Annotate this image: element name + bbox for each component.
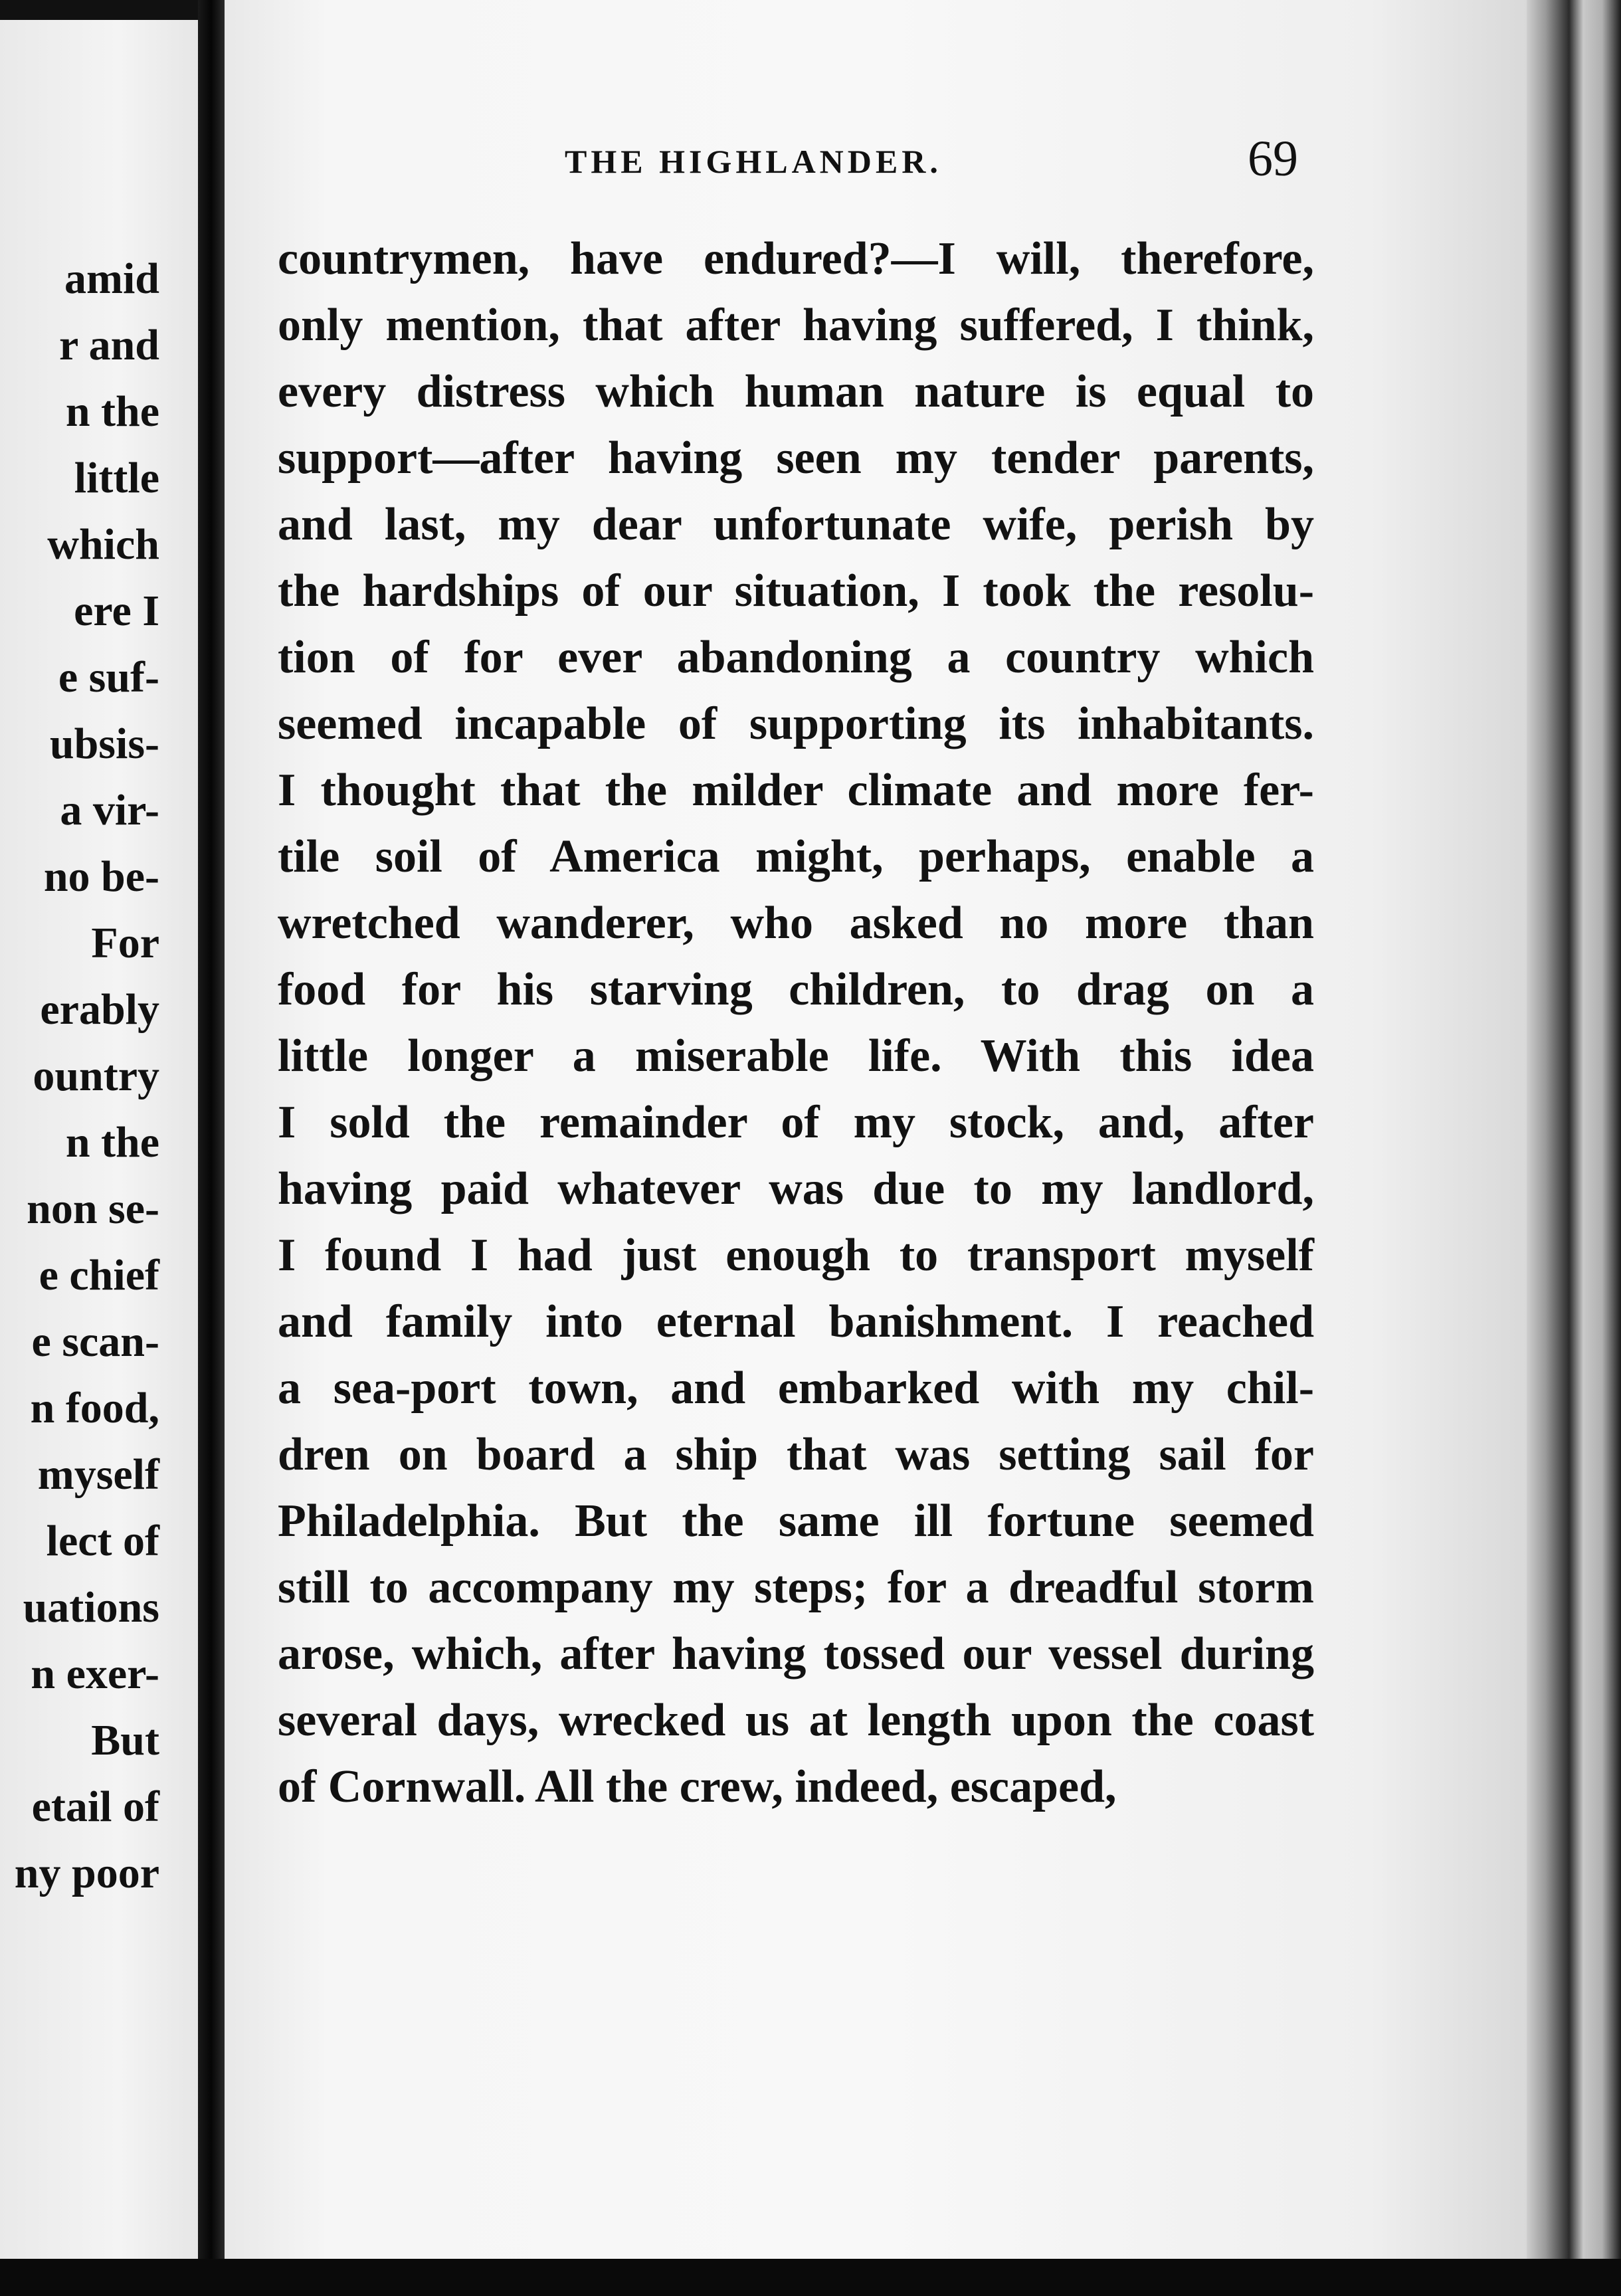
text-line: of Cornwall. All the crew, indeed, escaped, — [278, 1761, 1117, 1812]
left-page-line: no be- — [43, 852, 159, 901]
left-page-line: n exer- — [31, 1650, 159, 1698]
scan-bottom-edge — [0, 2259, 1621, 2296]
text-line: I thought that the milder climate and more fer- — [278, 765, 1314, 816]
left-page-line: lect of — [46, 1517, 159, 1565]
page-number: 69 — [1248, 131, 1298, 187]
text-line: I sold the remainder of my stock, and, after — [278, 1097, 1314, 1148]
left-page-line: ere I — [74, 587, 159, 635]
text-line: and last, my dear unfortunate wife, perish by — [278, 499, 1314, 550]
main-page — [225, 0, 1527, 2259]
text-line: only mention, that after having suffered, I think, — [278, 300, 1314, 351]
text-line: I found I had just enough to transport myself — [278, 1230, 1314, 1281]
text-line: a sea-port town, and embarked with my chil- — [278, 1363, 1314, 1414]
book-gutter — [198, 0, 225, 2296]
left-page-line: n the — [65, 1118, 159, 1167]
left-page-line: n food, — [30, 1384, 159, 1432]
left-page-line: little — [74, 454, 159, 502]
text-line: seemed incapable of supporting its inhabitants. — [278, 698, 1314, 749]
body-text — [278, 226, 1314, 1820]
text-line: little longer a miserable life. With this idea — [278, 1030, 1314, 1082]
text-line: food for his starving children, to drag on a — [278, 964, 1314, 1015]
running-head: THE HIGHLANDER. — [565, 143, 942, 180]
text-line: every distress which human nature is equal to — [278, 366, 1314, 417]
left-page-line: non se- — [27, 1185, 159, 1233]
left-page-line: But — [91, 1716, 159, 1765]
left-page-line: For — [91, 919, 159, 967]
left-page-line: which — [47, 520, 159, 569]
left-page-text — [0, 246, 159, 1907]
text-line: wretched wanderer, who asked no more than — [278, 898, 1314, 949]
left-page-line: uations — [23, 1583, 159, 1632]
text-line: the hardships of our situation, I took the resolu- — [278, 565, 1314, 617]
page-stack-edge — [1527, 0, 1621, 2296]
left-page-line: n the — [65, 387, 159, 436]
text-line: support—after having seen my tender parents, — [278, 432, 1314, 484]
left-page-line: erably — [40, 985, 159, 1034]
left-page-line: myself — [37, 1450, 159, 1499]
text-line: countrymen, have endured?—I will, therefore, — [278, 233, 1314, 284]
text-line: still to accompany my steps; for a dreadful storm — [278, 1562, 1314, 1613]
left-page-line: ny poor — [14, 1849, 159, 1897]
left-page-line: e chief — [39, 1251, 159, 1299]
left-page-line: a vir- — [60, 786, 159, 834]
text-line: having paid whatever was due to my landlord, — [278, 1163, 1314, 1214]
text-line: tion of for ever abandoning a country which — [278, 632, 1314, 683]
text-line: and family into eternal banishment. I reached — [278, 1296, 1314, 1347]
left-page-line: ubsis- — [49, 719, 159, 768]
left-page-line: amid — [64, 254, 159, 303]
left-page-line: e suf- — [58, 653, 159, 702]
left-facing-page — [0, 20, 198, 2265]
text-line: dren on board a ship that was setting sail for — [278, 1429, 1314, 1480]
text-line: Philadelphia. But the same ill fortune seemed — [278, 1495, 1314, 1547]
page-header — [225, 130, 1527, 190]
left-page-line: r and — [58, 321, 159, 369]
left-page-line: ountry — [33, 1052, 159, 1100]
text-line: arose, which, after having tossed our vessel during — [278, 1628, 1314, 1679]
text-line: several days, wrecked us at length upon the coast — [278, 1695, 1314, 1746]
text-line: tile soil of America might, perhaps, enable a — [278, 831, 1314, 882]
left-page-line: e scan- — [31, 1317, 159, 1366]
left-page-line: etail of — [31, 1782, 159, 1831]
